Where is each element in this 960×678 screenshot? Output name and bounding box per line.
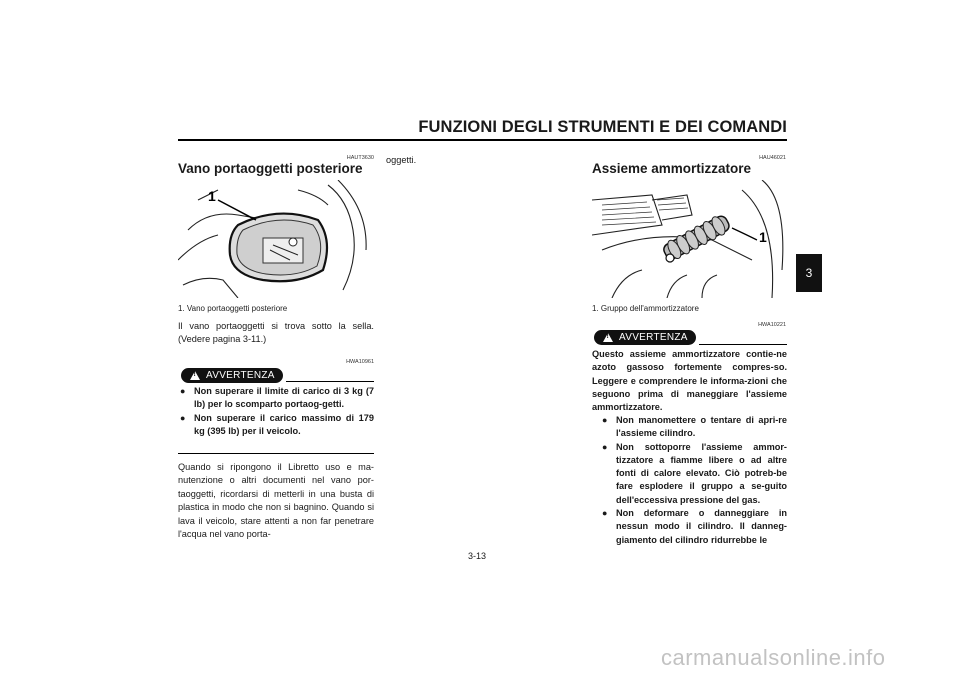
warning-list <box>600 414 787 547</box>
page-header-title: FUNZIONI DEGLI STRUMENTI E DEI COMANDI <box>418 118 787 136</box>
bullet-icon: ● <box>602 415 608 425</box>
warning-label: AVVERTENZA <box>206 370 275 381</box>
bullet-icon: ● <box>180 412 186 423</box>
list-item: ● Non superare il carico massimo di 179 kg (395 lb) per il veicolo. <box>180 412 374 436</box>
warning-code: HWA10961 <box>346 359 374 365</box>
section-code: HAU46021 <box>759 155 786 161</box>
warning-code: HWA10221 <box>758 322 786 328</box>
bullet-icon: ● <box>602 441 608 452</box>
watermark: carmanualsonline.info <box>661 645 886 670</box>
body-paragraph: Quando si ripongono il Libretto uso e ma-nutenzione o altri documenti nel vano por-taoggetti, ricordarsi di metterli in una busta di plastica in modo che non si bagnino. Quando si lava il veicolo, stare attenti a non far penetrare l'acqua nel vano porta- <box>178 462 374 540</box>
shock-absorber-figure <box>592 180 787 298</box>
figure-caption: 1. Gruppo dell'ammortizzatore <box>592 304 699 313</box>
section-title-storage: Vano portaoggetti posteriore <box>178 161 363 176</box>
figure-callout-1: 1 <box>208 188 216 204</box>
figure-caption: 1. Vano portaoggetti posteriore <box>178 304 288 313</box>
chapter-tab: 3 <box>796 254 822 292</box>
section-title-shock: Assieme ammortizzatore <box>592 161 752 176</box>
warning-triangle-icon <box>603 333 613 342</box>
bullet-icon: ● <box>180 386 186 396</box>
intro-paragraph: Il vano portaoggetti si trova sotto la sella. (Vedere pagina 3-11.) <box>178 321 374 345</box>
figure-callout-1: 1 <box>759 229 767 245</box>
section-code: HAUT3630 <box>346 155 374 161</box>
warning-rule <box>286 381 374 382</box>
bullet-icon: ● <box>602 508 608 519</box>
warning-triangle-icon <box>190 371 200 380</box>
warning-badge <box>594 330 696 345</box>
warning-label: AVVERTENZA <box>619 332 688 343</box>
header-rule <box>178 139 787 141</box>
storage-compartment-figure <box>178 180 374 298</box>
list-item: ● Non manomettere o tentare di apri-re l'assieme cilindro. <box>602 415 787 439</box>
list-item: ● Non sottoporre l'assieme ammor-tizzatore a fiamme libere o ad altre fonti di calore elevato. Ciò potreb-be fare esplodere il gruppo a se-guito dell'eccessiva pressione del gas. <box>602 441 787 505</box>
list-item: ● Non superare il limite di carico di 3 kg (7 lb) per lo scomparto portaog-getti. <box>180 386 374 410</box>
warning-rule <box>699 344 787 345</box>
list-item: ● Non deformare o danneggiare in nessun modo il cilindro. Il danneg-giamento del cilindro ridurrebbe le <box>602 508 787 545</box>
page-number: 3-13 <box>468 551 487 561</box>
warning-list <box>178 385 374 438</box>
warning-end-rule <box>178 453 374 454</box>
continuation-text: oggetti. <box>386 155 417 165</box>
warning-badge <box>181 368 283 383</box>
warning-intro: Questo assieme ammortizzatore contie-ne azoto gassoso fortemente compres-so. Leggere e comprendere le informa-zioni che seguono prima di maneggiare l'assieme ammortizzatore. <box>592 349 787 413</box>
